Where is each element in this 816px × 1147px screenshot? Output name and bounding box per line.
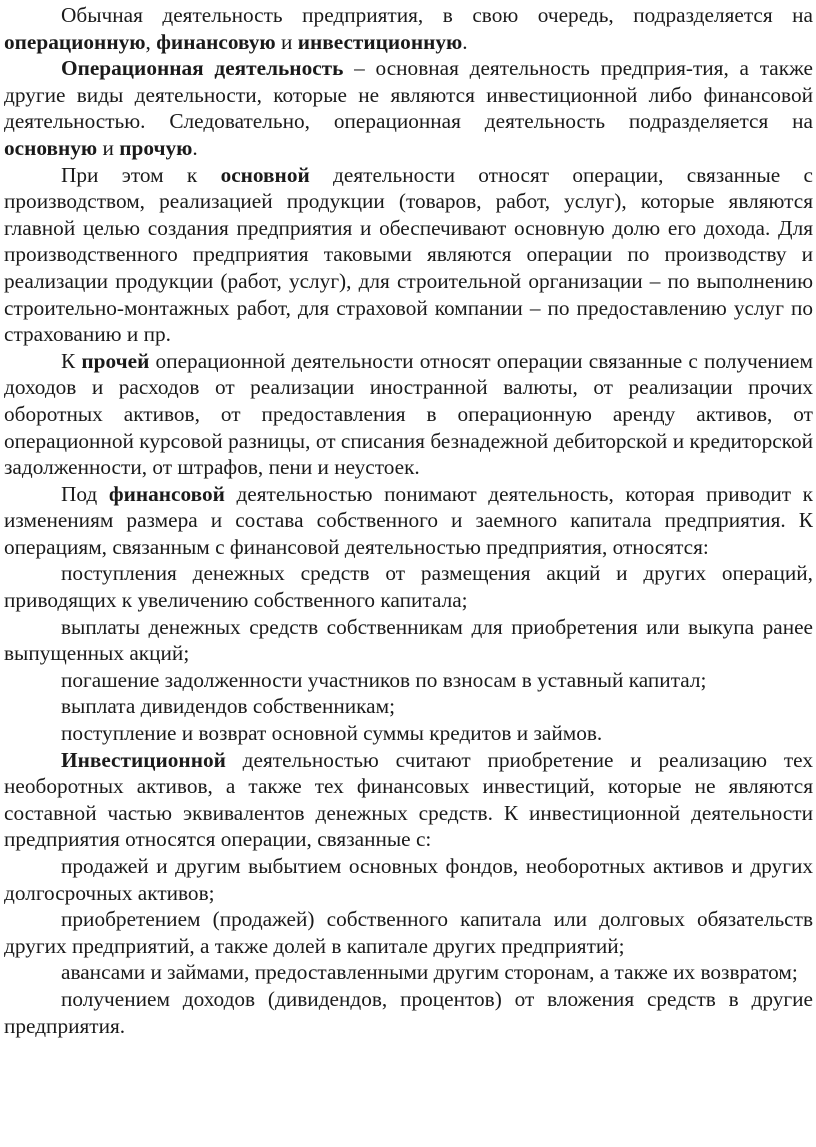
paragraph-operating-definition [4, 55, 813, 161]
text-segment: . [192, 135, 198, 160]
text-segment: операционной деятельности относят операции связанные с получением доходов и расходов от реализации иностранной валюты, от реализации прочих оборотных активов, от предоставления в операционную аренду активов, от операционной курсовой разницы, от списания безнадежной дебиторской и кредиторской задолженности, от штрафов, пени и неустоек. [4, 348, 813, 480]
list-item-financial [4, 693, 813, 720]
text-segment: поступления денежных средств от размещения акций и других операций, приводящих к увеличению собственного капитала; [4, 561, 813, 613]
text-segment: При этом к [61, 162, 221, 187]
text-segment: поступление и возврат основной суммы кредитов и займов. [61, 721, 603, 746]
text-segment: деятельностью понимают деятельность, которая приводит к изменениям размера и состава собственного и заемного капитала предприятия. К операциям, связанным с финансовой деятельностью предприятия, относятся: [4, 481, 814, 559]
text-segment: продажей и другим выбытием основных фондов, необоротных активов и других долгосрочных активов; [4, 854, 813, 905]
term-other-activity: прочей [81, 348, 150, 373]
term-operating-activity: Операционная деятельность [61, 56, 344, 81]
text-segment: К [61, 348, 82, 373]
term-other: прочую [119, 135, 193, 160]
list-item-financial [4, 614, 813, 667]
paragraph-investment-definition [4, 747, 813, 853]
term-operating: операционную [4, 29, 146, 54]
text-segment: деятельностью считают приобретение и реализацию тех необоротных активов, а также тех финансовых инвестиций, которые не являются составной частью эквивалентов денежных средств. К инвестиционной деятельности предприятия относятся операции, связанные с: [4, 747, 813, 852]
list-item-investment [4, 959, 813, 986]
term-financial: финансовую [156, 29, 276, 54]
text-segment: – основная деятельность предприя-тия, а также другие виды деятельности, которые не являются инвестиционной либо финансовой деятельностью. Следовательно, операционная деятельность подразделяется на [4, 56, 813, 134]
text-segment: . [462, 29, 468, 54]
text-segment: деятельности относят операции, связанные с производством, реализацией продукции (товаров, работ, услуг), которые являются главной целью создания предприятия и обеспечивают основную долю его дохода. Для производственного предприятия таковыми являются операции по производству и реализации продукции (работ, услуг), для строительной организации – по выполнению строительно-монтажных работ, для страховой компании – по предоставлению услуг по страхованию и пр. [4, 162, 813, 347]
term-financial-activity: финансовой [108, 481, 225, 506]
paragraph-financial-definition [4, 481, 813, 561]
text-segment: погашение задолженности участников по взносам в уставный капитал; [61, 667, 707, 692]
text-segment: приобретением (продажей) собственного капитала или долговых обязательств других предприятий, а также долей в капитале других предприятий; [4, 907, 813, 958]
text-segment: авансами и займами, предоставленными другим сторонам, а также их возвратом; [61, 960, 798, 985]
list-item-financial [4, 720, 813, 747]
text-segment: и [97, 135, 120, 160]
text-segment: Под [61, 481, 109, 506]
text-segment: Обычная деятельность предприятия, в свою очередь, подразделяется на [61, 3, 813, 27]
list-item-investment [4, 853, 813, 906]
text-segment: и [275, 29, 298, 54]
paragraph-other-activity [4, 348, 813, 481]
paragraph-main-activity [4, 162, 813, 348]
term-investment: инвестиционную [297, 29, 463, 54]
text-segment: выплаты денежных средств собственникам для приобретения или выкупа ранее выпущенных акций; [4, 614, 813, 666]
list-item-financial [4, 560, 813, 613]
text-segment: , [145, 29, 157, 54]
paragraph-activity-types [4, 2, 813, 55]
list-item-financial [4, 667, 813, 694]
text-segment: получением доходов (дивидендов, процентов) от вложения средств в другие предприятия. [4, 986, 813, 1038]
term-investment-activity: Инвестиционной [61, 747, 226, 772]
term-main: основную [4, 135, 98, 160]
term-main-activity: основной [220, 162, 310, 187]
text-segment: выплата дивидендов собственникам; [61, 694, 396, 719]
list-item-investment [4, 986, 813, 1039]
list-item-investment [4, 906, 813, 959]
